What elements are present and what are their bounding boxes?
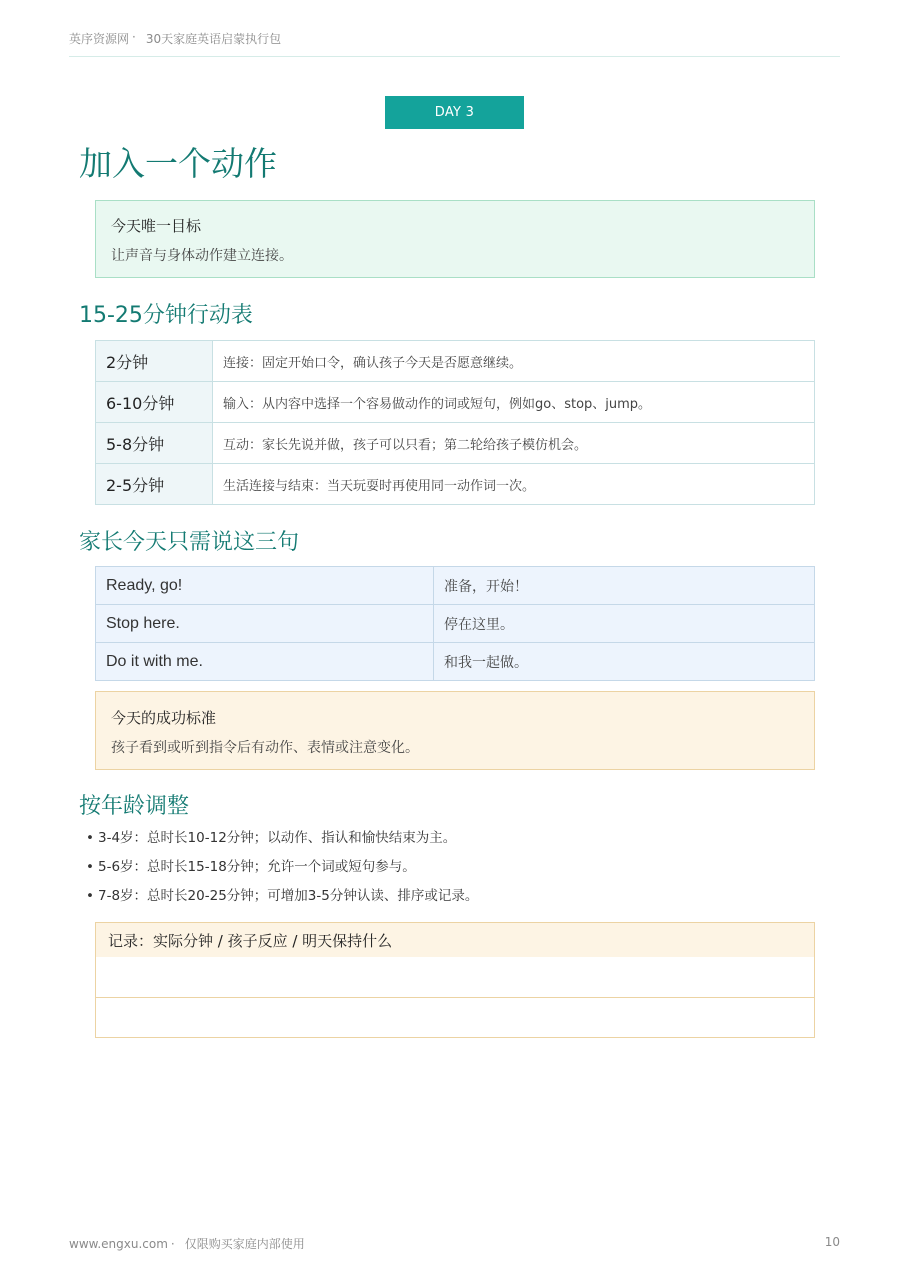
- footer-note: 仅限购买家庭内部使用: [184, 1237, 305, 1251]
- header-site: 英序资源网: [69, 32, 130, 46]
- success-box: [95, 691, 815, 770]
- record-blank-row: [96, 998, 815, 1038]
- age-item-text: 5-6岁：总时长15-18分钟；允许一个词或短句参与。: [98, 859, 416, 875]
- table-row: [96, 464, 815, 505]
- table-row: [96, 643, 815, 681]
- page-title: 加入一个动作: [79, 144, 277, 183]
- phrase-chinese: 准备，开始！: [434, 567, 815, 605]
- table-row: [96, 382, 815, 423]
- schedule-time: 2分钟: [96, 341, 213, 382]
- header-separator: ·: [132, 30, 136, 44]
- bullet-icon: •: [86, 830, 94, 846]
- goal-box: [95, 200, 815, 278]
- phrase-chinese: 停在这里。: [434, 605, 815, 643]
- bullet-icon: •: [86, 888, 94, 904]
- record-blank-row: [96, 957, 815, 998]
- phrases-title: 家长今天只需说这三句: [79, 530, 300, 555]
- footer-site: www.engxu.com: [69, 1237, 168, 1251]
- page-footer: [69, 1235, 840, 1252]
- table-row: [96, 605, 815, 643]
- table-row: [96, 341, 815, 382]
- page-header: [69, 30, 840, 57]
- success-heading: 今天的成功标准: [111, 709, 217, 727]
- schedule-desc: 生活连接与结束：当天玩耍时再使用同一动作词一次。: [213, 464, 815, 505]
- record-header-row: [96, 923, 815, 958]
- age-item-text: 7-8岁：总时长20-25分钟；可增加3-5分钟认读、排序或记录。: [98, 888, 479, 904]
- schedule-desc: 连接：固定开始口令，确认孩子今天是否愿意继续。: [213, 341, 815, 382]
- age-item-text: 3-4岁：总时长10-12分钟；以动作、指认和愉快结束为主。: [98, 830, 457, 846]
- schedule-title: 15-25分钟行动表: [79, 303, 253, 328]
- page-number: 10: [824, 1235, 840, 1249]
- phrase-english: Stop here.: [96, 605, 434, 643]
- bullet-icon: •: [86, 859, 94, 875]
- phrase-english: Ready, go!: [96, 567, 434, 605]
- age-list: [86, 828, 478, 915]
- goal-text: 让声音与身体动作建立连接。: [111, 248, 293, 264]
- schedule-time: 2-5分钟: [96, 464, 213, 505]
- age-title: 按年龄调整: [79, 794, 190, 819]
- schedule-time: 6-10分钟: [96, 382, 213, 423]
- goal-heading: 今天唯一目标: [111, 217, 202, 235]
- table-row: [96, 423, 815, 464]
- day-badge: DAY 3: [385, 96, 524, 129]
- success-text: 孩子看到或听到指令后有动作、表情或注意变化。: [111, 740, 419, 756]
- table-row: [96, 567, 815, 605]
- footer-separator: ·: [170, 1237, 175, 1251]
- phrase-english: Do it with me.: [96, 643, 434, 681]
- list-item: [86, 886, 478, 915]
- record-field[interactable]: [96, 998, 815, 1038]
- record-table: [95, 922, 815, 1038]
- phrase-chinese: 和我一起做。: [434, 643, 815, 681]
- list-item: [86, 828, 478, 857]
- record-heading: 记录：实际分钟 / 孩子反应 / 明天保持什么: [96, 923, 815, 958]
- record-field[interactable]: [96, 957, 815, 998]
- schedule-desc: 互动：家长先说并做，孩子可以只看；第二轮给孩子模仿机会。: [213, 423, 815, 464]
- header-doc-title: 30天家庭英语启蒙执行包: [145, 32, 282, 46]
- schedule-table: [95, 340, 815, 505]
- schedule-desc: 输入：从内容中选择一个容易做动作的词或短句，例如go、stop、jump。: [213, 382, 815, 423]
- schedule-time: 5-8分钟: [96, 423, 213, 464]
- phrases-table: [95, 566, 815, 681]
- list-item: [86, 857, 478, 886]
